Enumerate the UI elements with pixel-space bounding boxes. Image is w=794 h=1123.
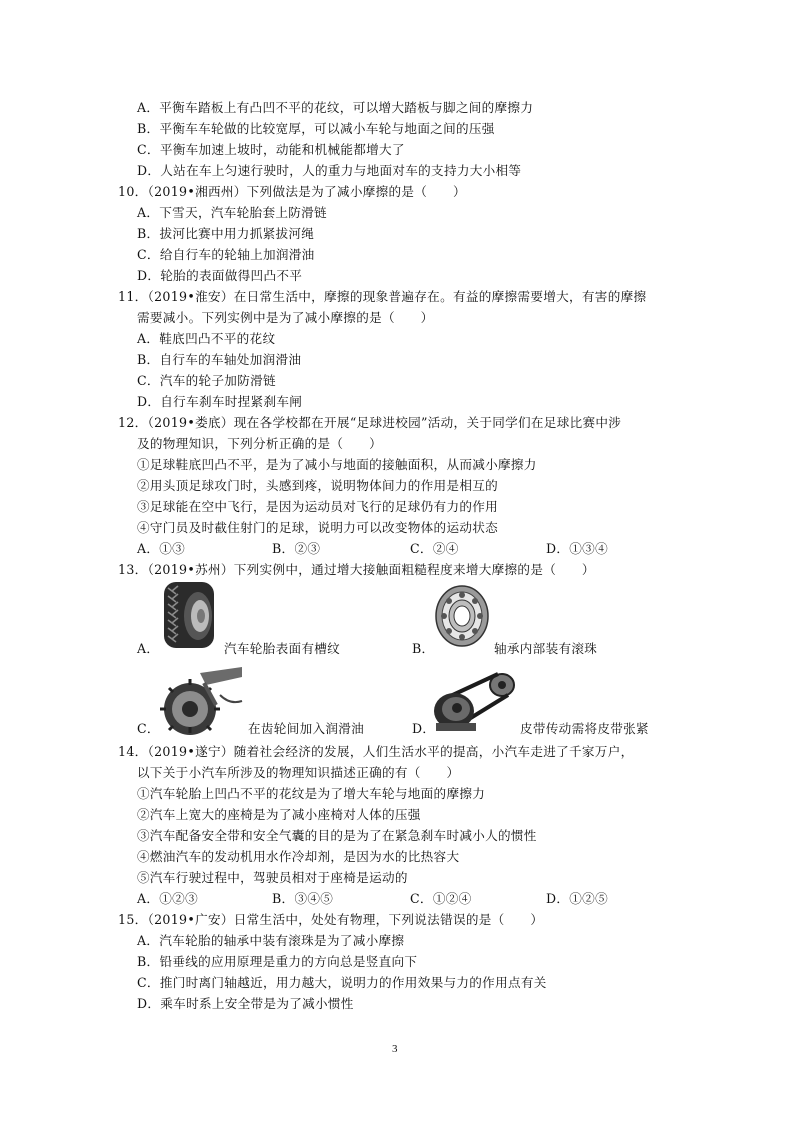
q14-statement-2: ②汽车上宽大的座椅是为了减小座椅对人体的压强: [137, 807, 421, 822]
q15-option-a: A．汽车轮胎的轴承中装有滚珠是为了减小摩擦: [137, 933, 405, 948]
q11-stem-line2: 需要减小。下列实例中是为了减小摩擦的是（ ）: [137, 310, 434, 325]
q12-statement-2: ②用头顶足球攻门时，头感到疼，说明物体间力的作用是相互的: [137, 478, 499, 493]
q14-statement-5: ⑤汽车行驶过程中，驾驶员相对于座椅是运动的: [137, 870, 408, 885]
q13-option-d-letter: D．: [412, 721, 436, 736]
belt-drive-image: [432, 665, 522, 735]
q13-option-b-letter: B．: [412, 641, 435, 656]
q14-statement-1: ①汽车轮胎上凹凸不平的花纹是为了增大车轮与地面的摩擦力: [137, 786, 486, 801]
q13-option-c-letter: C．: [137, 721, 160, 736]
q10-option-b: B．拔河比赛中用力抓紧拔河绳: [137, 226, 315, 241]
q14-choice-b: B．③④⑤: [272, 891, 334, 906]
q12-stem-line1: 12．（2019•娄底）现在各学校都在开展“足球进校园”活动，关于同学们在足球比赛中涉: [118, 415, 622, 430]
q10-option-c: C．给自行车的轮轴上加润滑油: [137, 247, 315, 262]
q12-statement-1: ①足球鞋底凹凸不平，是为了减小与地面的接触面积，从而减小摩擦力: [137, 457, 537, 472]
q9-option-a: A．平衡车踏板上有凸凹不平的花纹，可以增大踏板与脚之间的摩擦力: [137, 100, 534, 115]
bearing-image: [434, 582, 490, 648]
q14-statement-4: ④燃油汽车的发动机用水作冷却剂，是因为水的比热容大: [137, 849, 460, 864]
q15-option-c: C．推门时离门轴越近，用力越大，说明力的作用效果与力的作用点有关: [137, 975, 547, 990]
q12-statement-3: ③足球能在空中飞行，是因为运动员对飞行的足球仍有力的作用: [137, 499, 499, 514]
q13-option-a-caption: 汽车轮胎表面有槽纹: [224, 641, 341, 656]
q10-option-a: A．下雪天，汽车轮胎套上防滑链: [137, 205, 327, 220]
q12-choice-c: C．②④: [410, 541, 459, 556]
q10-option-d: D．轮胎的表面做得凹凸不平: [137, 268, 303, 283]
q13-option-d-caption: 皮带传动需将皮带张紧: [520, 721, 649, 736]
q11-stem-line1: 11．（2019•淮安）在日常生活中，摩擦的现象普遍存在。有益的摩擦需要增大，有害的摩擦: [118, 289, 647, 304]
q15-option-b: B．铅垂线的应用原理是重力的方向总是竖直向下: [137, 954, 418, 969]
q12-choice-b: B．②③: [272, 541, 321, 556]
q12-statement-4: ④守门员及时截住射门的足球，说明力可以改变物体的运动状态: [137, 520, 499, 535]
q13-stem: 13．（2019•苏州）下列实例中，通过增大接触面粗糙程度来增大摩擦的是（ ）: [118, 562, 595, 577]
q10-stem: 10．（2019•湘西州）下列做法是为了减小摩擦的是（ ）: [118, 184, 466, 199]
q14-statement-3: ③汽车配备安全带和安全气囊的目的是为了在紧急刹车时减小人的惯性: [137, 828, 537, 843]
page-number: 3: [392, 1043, 398, 1055]
q11-option-b: B．自行车的车轴处加润滑油: [137, 352, 302, 367]
q14-choice-a: A．①②③: [137, 891, 198, 906]
q12-stem-line2: 及的物理知识，下列分析正确的是（ ）: [137, 436, 382, 451]
q12-choice-d: D．①③④: [546, 541, 608, 556]
q14-stem-line2: 以下关于小汽车所涉及的物理知识描述正确的有（ ）: [137, 765, 460, 780]
q14-choice-d: D．①②⑤: [546, 891, 608, 906]
tire-image: [160, 580, 222, 650]
q9-option-d: D．人站在车上匀速行驶时，人的重力与地面对车的支持力大小相等: [137, 163, 522, 178]
q13-option-b-caption: 轴承内部装有滚珠: [494, 641, 598, 656]
q15-stem: 15．（2019•广安）日常生活中，处处有物理，下列说法错误的是（ ）: [118, 912, 544, 927]
q15-option-d: D．乘车时系上安全带是为了减小惯性: [137, 996, 354, 1011]
q12-choice-a: A．①③: [137, 541, 186, 556]
gear-oil-image: [160, 665, 244, 735]
q13-option-c-caption: 在齿轮间加入润滑油: [248, 721, 365, 736]
q13-option-a-letter: A．: [137, 641, 160, 656]
q14-choice-c: C．①②④: [410, 891, 472, 906]
q11-option-d: D．自行车刹车时捏紧刹车闸: [137, 394, 303, 409]
q11-option-a: A．鞋底凹凸不平的花纹: [137, 331, 276, 346]
q9-option-b: B．平衡车车轮做的比较宽厚，可以减小车轮与地面之间的压强: [137, 121, 495, 136]
q11-option-c: C．汽车的轮子加防滑链: [137, 373, 276, 388]
q14-stem-line1: 14．（2019•遂宁）随着社会经济的发展，人们生活水平的提高，小汽车走进了千家万户，: [118, 744, 634, 759]
q9-option-c: C．平衡车加速上坡时，动能和机械能都增大了: [137, 142, 405, 157]
